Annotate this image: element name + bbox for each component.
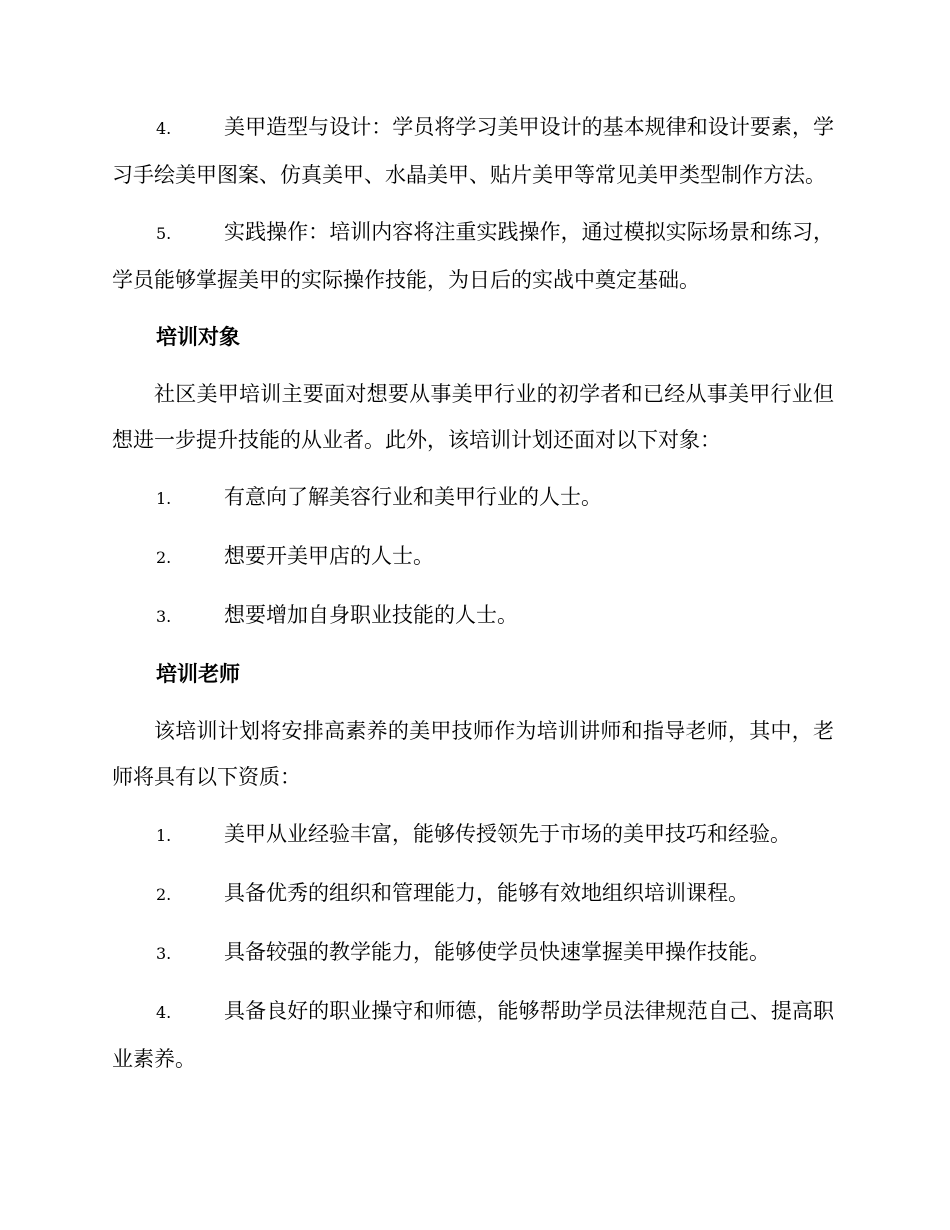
section-heading-audience: 培训对象 [156, 325, 240, 349]
list-item [112, 533, 834, 581]
list-text: 想要增加自身职业技能的人士。 [224, 603, 518, 627]
list-number: 1. [156, 826, 172, 845]
list-item [112, 870, 834, 918]
list-text: 具备良好的职业操守和师德，能够帮助学员法律规范自己、提高职业素养。 [112, 999, 834, 1071]
list-text: 想要开美甲店的人士。 [224, 544, 434, 568]
list-number: 5. [156, 224, 172, 243]
list-text: 美甲造型与设计：学员将学习美甲设计的基本规律和设计要素，学习手绘美甲图案、仿真美甲、水晶美甲、贴片美甲等常见美甲类型制作方法。 [112, 115, 834, 187]
list-item [112, 988, 834, 1082]
list-text: 有意向了解美容行业和美甲行业的人士。 [224, 485, 602, 509]
list-item [112, 929, 834, 977]
section-paragraph-audience: 社区美甲培训主要面对想要从事美甲行业的初学者和已经从事美甲行业但想进一步提升技能的从业者。此外，该培训计划还面对以下对象： [112, 382, 834, 452]
list-text: 具备较强的教学能力，能够使学员快速掌握美甲操作技能。 [224, 940, 770, 964]
list-item [112, 811, 834, 859]
list-number: 4. [156, 1003, 172, 1022]
list-text: 实践操作：培训内容将注重实践操作，通过模拟实际场景和练习，学员能够掌握美甲的实际操作技能，为日后的实战中奠定基础。 [112, 220, 834, 292]
section-heading-teachers: 培训老师 [156, 662, 240, 686]
list-number: 2. [156, 885, 172, 904]
list-item [112, 209, 834, 303]
list-number: 4. [156, 119, 172, 138]
list-number: 3. [156, 607, 172, 626]
list-item [112, 104, 834, 198]
list-text: 具备优秀的组织和管理能力，能够有效地组织培训课程。 [224, 881, 749, 905]
list-item [112, 474, 834, 522]
section-paragraph-teachers: 该培训计划将安排高素养的美甲技师作为培训讲师和指导老师，其中，老师将具有以下资质： [112, 719, 834, 789]
list-number: 2. [156, 548, 172, 567]
list-number: 1. [156, 489, 172, 508]
list-number: 3. [156, 944, 172, 963]
list-text: 美甲从业经验丰富，能够传授领先于市场的美甲技巧和经验。 [224, 822, 791, 846]
document-page [112, 104, 834, 1093]
list-item [112, 592, 834, 640]
